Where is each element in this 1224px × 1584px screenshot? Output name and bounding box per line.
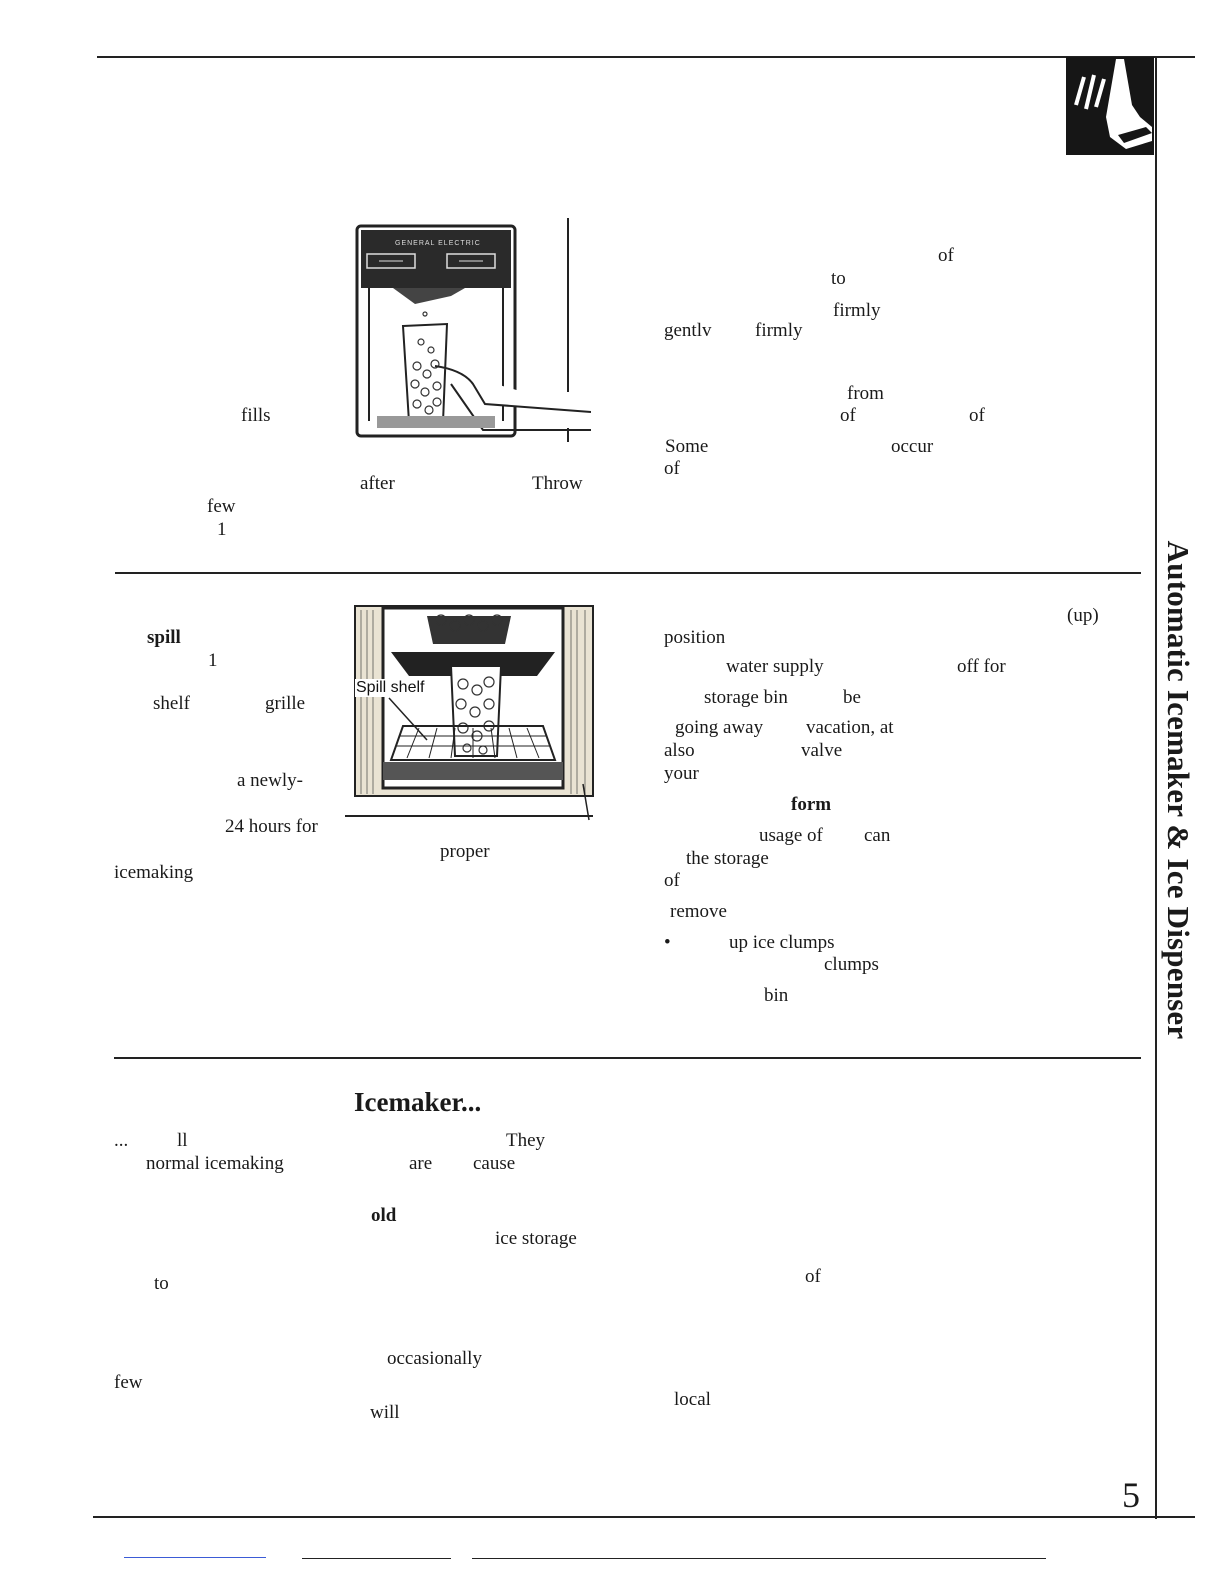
text-fragment: your <box>664 763 699 784</box>
text-fragment: firmly <box>833 300 881 321</box>
text-fragment: of <box>805 1266 821 1287</box>
text-fragment: ice storage <box>495 1228 577 1249</box>
text-fragment: They <box>506 1130 546 1151</box>
text-fragment: occur <box>891 436 934 457</box>
text-fragment: spill <box>147 627 181 648</box>
text-fragment: (up) <box>1067 605 1099 626</box>
text-fragment: bin <box>764 985 789 1006</box>
scan-line <box>302 1558 451 1559</box>
page-number: 5 <box>1122 1475 1140 1515</box>
text-fragment: of <box>938 245 954 266</box>
text-fragment: to <box>154 1273 169 1294</box>
figure-panel-brand: GENERAL ELECTRIC <box>395 240 481 247</box>
text-fragment: ... <box>114 1130 129 1151</box>
figure-spill-shelf <box>343 604 595 826</box>
side-title: Automatic Icemaker & Ice Dispenser <box>1161 540 1196 1040</box>
text-fragment: gentlv <box>664 320 712 341</box>
text-fragment: going away <box>675 717 764 738</box>
text-fragment: storage bin <box>704 687 788 708</box>
text-fragment: off for <box>957 656 1006 677</box>
text-fragment: proper <box>440 841 490 862</box>
text-fragment: valve <box>801 740 843 761</box>
scan-line <box>472 1558 1046 1559</box>
text-fragment: fills <box>241 405 271 426</box>
text-fragment: old <box>371 1205 397 1226</box>
text-fragment: 24 hours for <box>225 816 318 837</box>
section-rule-1 <box>115 572 1141 574</box>
section-heading-icemaker: Icemaker... <box>354 1087 482 1117</box>
scan-line <box>124 1557 266 1558</box>
text-fragment: local <box>674 1389 711 1410</box>
text-fragment: 1 <box>208 650 218 671</box>
text-fragment: normal icemaking <box>146 1153 284 1174</box>
text-fragment: the storage <box>686 848 769 869</box>
text-fragment: occasionally <box>387 1348 482 1369</box>
text-fragment: can <box>864 825 891 846</box>
text-fragment: of <box>664 870 680 891</box>
text-fragment: usage of <box>759 825 823 846</box>
text-fragment: vacation, at <box>806 717 894 738</box>
top-rule <box>97 56 1195 58</box>
text-fragment: of <box>840 405 856 426</box>
text-fragment: shelf <box>153 693 190 714</box>
text-fragment: be <box>843 687 861 708</box>
text-fragment: grille <box>265 693 306 714</box>
text-fragment: of <box>664 458 680 479</box>
text-fragment: are <box>409 1153 433 1174</box>
text-fragment: Some <box>665 436 709 457</box>
text-fragment: firmly <box>755 320 803 341</box>
text-fragment: water supply <box>726 656 824 677</box>
text-fragment: ll <box>177 1130 188 1151</box>
text-fragment: of <box>969 405 985 426</box>
text-fragment: also <box>664 740 695 761</box>
text-fragment: up ice clumps <box>729 932 835 953</box>
text-fragment: to <box>831 268 846 289</box>
text-fragment: from <box>847 383 884 404</box>
text-fragment: after <box>360 473 395 494</box>
text-fragment: • <box>664 932 671 953</box>
spill-shelf-label: Spill shelf <box>356 679 425 696</box>
text-fragment: cause <box>473 1153 516 1174</box>
text-fragment: will <box>370 1402 400 1423</box>
text-fragment: Throw <box>532 473 583 494</box>
section-rule-2 <box>114 1057 1141 1059</box>
text-fragment: position <box>664 627 726 648</box>
text-fragment: few <box>207 496 236 517</box>
bottom-rule <box>93 1516 1195 1518</box>
text-fragment: a newly- <box>237 770 303 791</box>
text-fragment: form <box>791 794 832 815</box>
text-fragment: 1 <box>217 519 227 540</box>
hand-pressing-button-icon <box>1066 57 1154 155</box>
text-fragment: clumps <box>824 954 879 975</box>
text-fragment: remove <box>670 901 727 922</box>
figure-ice-dispenser-glass <box>355 216 591 444</box>
text-fragment: few <box>114 1372 143 1393</box>
text-fragment: icemaking <box>114 862 194 883</box>
